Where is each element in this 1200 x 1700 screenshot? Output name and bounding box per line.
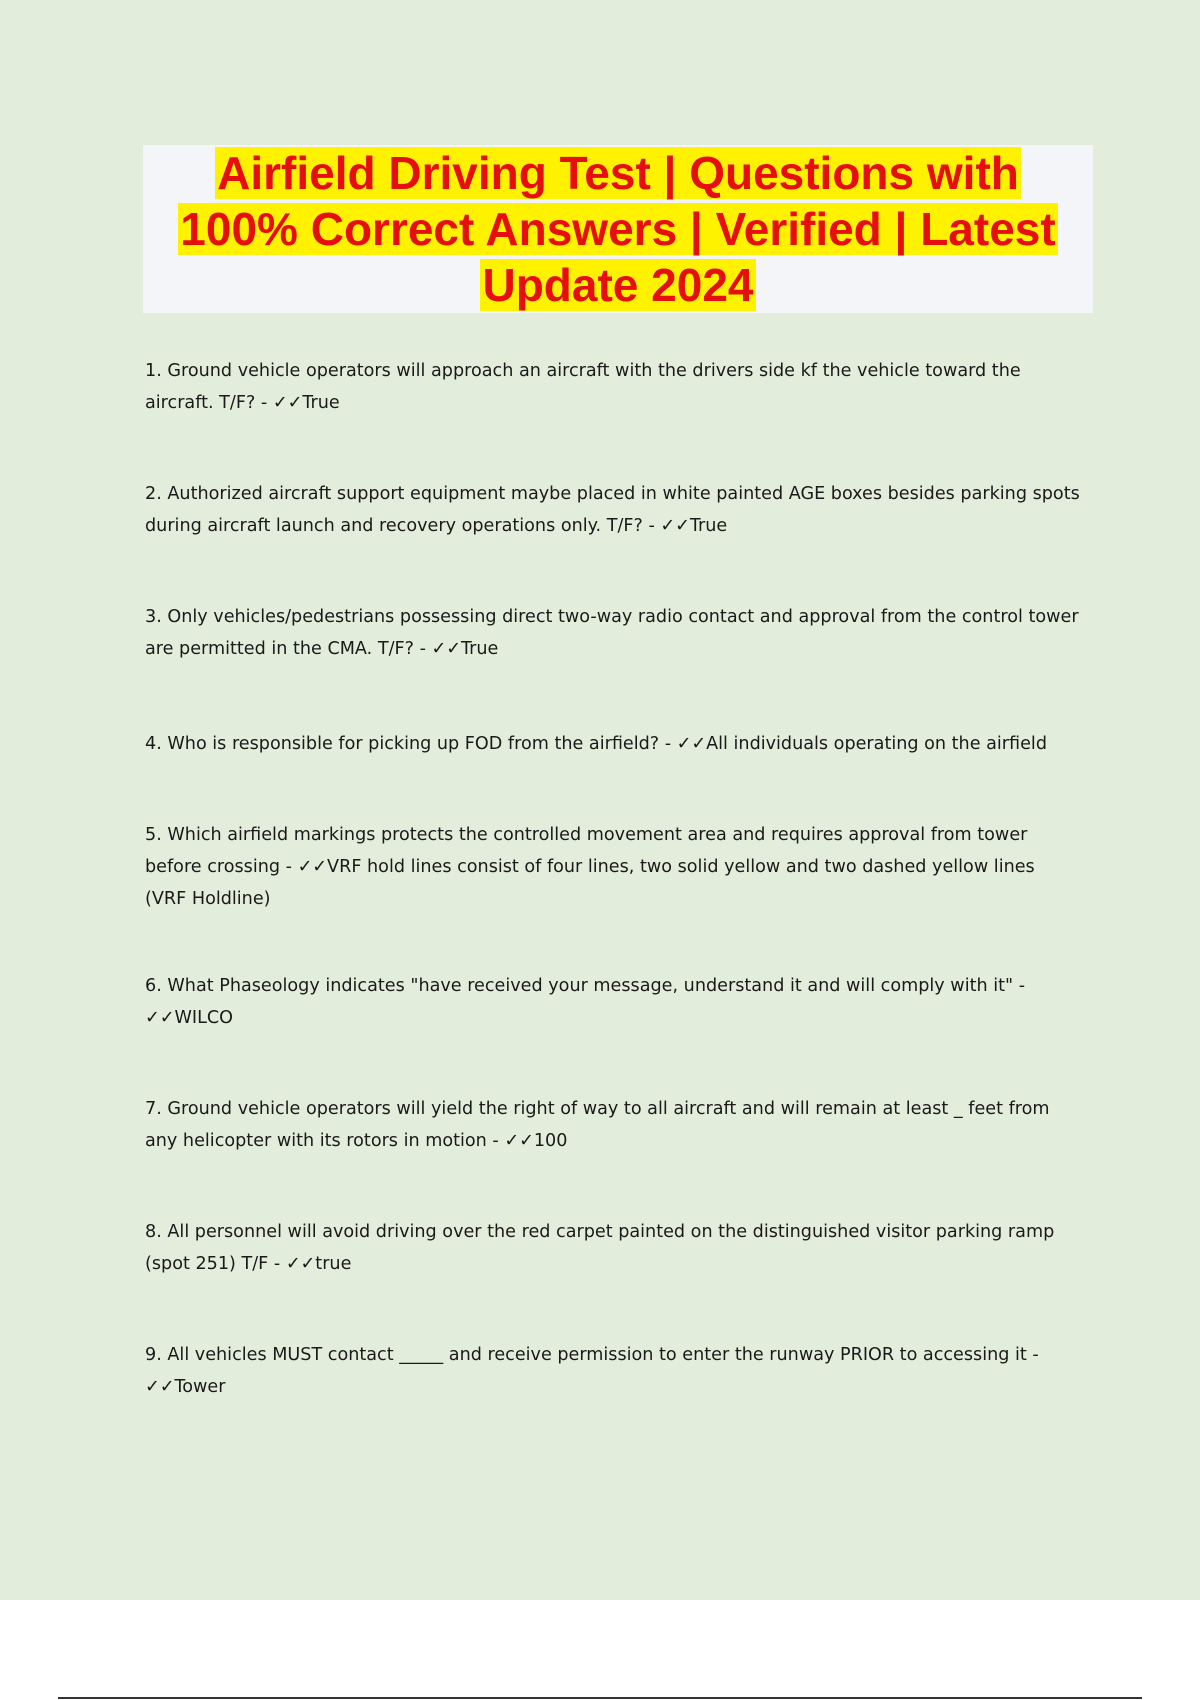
title-line: Update 2024 — [482, 259, 754, 311]
question-text: Ground vehicle operators will approach an aircraft with the drivers side kf the vehicle toward the aircraft. T/F? - ✓✓True — [145, 361, 1021, 413]
question-number: 8. — [145, 1222, 162, 1242]
question-text: What Phaseology indicates "have received your message, understand it and will comply with it" - ✓✓WILCO — [145, 976, 1026, 1028]
title-line: Airfield Driving Test | Questions with — [217, 147, 1019, 199]
question-5 — [145, 819, 1080, 915]
question-3 — [145, 601, 1080, 665]
question-text: Authorized aircraft support equipment maybe placed in white painted AGE boxes besides parking spots during aircraft launch and recovery operations only. T/F? - ✓✓True — [145, 484, 1080, 536]
question-number: 7. — [145, 1099, 162, 1119]
question-number: 3. — [145, 607, 162, 627]
question-text: Which airfield markings protects the controlled movement area and requires approval from tower before crossing - ✓✓VRF hold lines consist of four lines, two solid yellow and two dashed yellow lines (VRF Holdline) — [145, 825, 1035, 909]
footer-divider — [58, 1697, 1142, 1699]
question-1 — [145, 355, 1080, 419]
question-number: 6. — [145, 976, 162, 996]
question-9 — [145, 1339, 1080, 1403]
question-4 — [145, 728, 1080, 760]
title-line: 100% Correct Answers | Verified | Latest — [180, 203, 1056, 255]
question-number: 2. — [145, 484, 162, 504]
question-2 — [145, 478, 1080, 542]
question-text: Who is responsible for picking up FOD from the airfield? - ✓✓All individuals operating on the airfield — [167, 734, 1047, 754]
question-8 — [145, 1216, 1080, 1280]
question-7 — [145, 1093, 1080, 1157]
question-text: Ground vehicle operators will yield the right of way to all aircraft and will remain at least _ feet from any helicopter with its rotors in motion - ✓✓100 — [145, 1099, 1050, 1151]
question-text: All personnel will avoid driving over the red carpet painted on the distinguished visitor parking ramp (spot 251) T/F - ✓✓true — [145, 1222, 1055, 1274]
question-number: 5. — [145, 825, 162, 845]
question-text: Only vehicles/pedestrians possessing direct two-way radio contact and approval from the control tower are permitted in the CMA. T/F? - ✓✓True — [145, 607, 1079, 659]
question-number: 4. — [145, 734, 162, 754]
question-number: 1. — [145, 361, 162, 381]
question-6 — [145, 970, 1080, 1034]
document-title — [143, 145, 1093, 313]
question-number: 9. — [145, 1345, 162, 1365]
question-text: All vehicles MUST contact _____ and receive permission to enter the runway PRIOR to accessing it - ✓✓Tower — [145, 1345, 1039, 1397]
